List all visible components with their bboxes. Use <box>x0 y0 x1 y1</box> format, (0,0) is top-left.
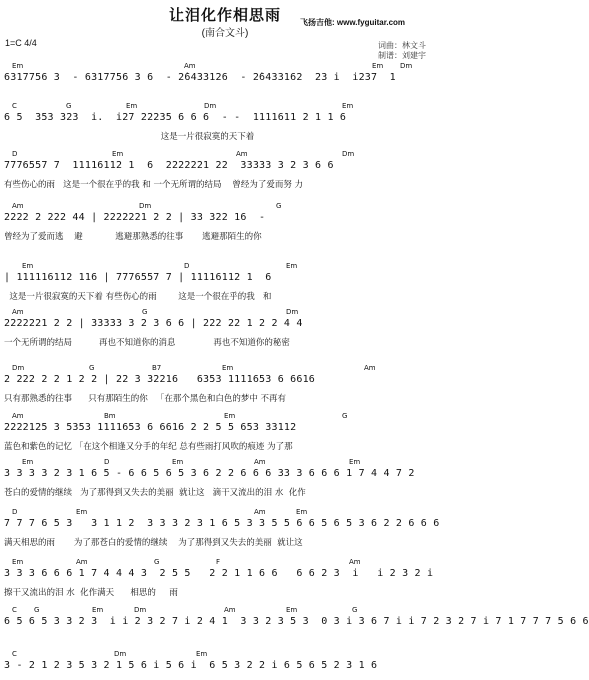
chord-symbol: Em <box>196 650 208 658</box>
chord-symbol: Dm <box>12 364 25 372</box>
chord-symbol: Am <box>184 62 196 70</box>
chord-row <box>4 202 446 212</box>
chord-row <box>4 308 446 318</box>
song-title: 让泪化作相思雨 <box>168 6 281 24</box>
chord-symbol: G <box>342 412 348 420</box>
chord-symbol: Am <box>224 606 236 614</box>
note-row: 7 7 7 6 5 3 3 1 1 2 3 3 3 2 3 1 6 5 3 3 5 5 6 6 5 6 5 3 6 2 2 6 6 6 <box>4 518 440 529</box>
chord-symbol: Em <box>112 150 124 158</box>
chord-row <box>4 558 446 568</box>
lyric-row: 这是一片很寂寞的天下着 有些伤心的雨 这是一个很在乎的我 和 <box>4 292 272 302</box>
chord-symbol: Dm <box>400 62 413 70</box>
lyric-row: 曾经为了爱而逃 避 逃避那熟悉的往事 逃避那陌生的你 <box>4 232 262 242</box>
chord-symbol: Am <box>12 308 24 316</box>
note-row: 7776557 7 11116112 1 6 2222221 22 33333 3 2 3 6 6 <box>4 160 334 171</box>
chord-symbol: Em <box>12 62 24 70</box>
note-row: 2222125 3 5353 1111653 6 6616 2 2 5 5 653 33112 <box>4 422 297 433</box>
chord-symbol: G <box>352 606 358 614</box>
chord-row <box>4 458 446 468</box>
chord-row <box>4 606 446 616</box>
chord-symbol: Em <box>349 458 361 466</box>
chord-symbol: Dm <box>139 202 152 210</box>
chord-symbol: C <box>12 606 17 614</box>
chord-symbol: Dm <box>114 650 127 658</box>
chord-symbol: D <box>12 508 18 516</box>
chord-symbol: C <box>12 650 17 658</box>
chord-symbol: Am <box>236 150 248 158</box>
chord-row <box>4 150 446 160</box>
chord-symbol: B7 <box>152 364 162 372</box>
chord-symbol: Em <box>76 508 88 516</box>
lyricist-credit: 词曲：林文斗 <box>378 41 426 50</box>
chord-row <box>4 262 446 272</box>
chord-symbol: D <box>104 458 110 466</box>
lyric-row: 一个无所谓的结局 再也不知道你的消息 再也不知道你的秘密 <box>4 338 290 348</box>
chord-row <box>4 508 446 518</box>
site-credit: 飞扬吉他: www.fyguitar.com <box>300 18 406 27</box>
note-row: 2 222 2 2 1 2 2 | 22 3 32216 6353 1111653 6 6616 <box>4 374 316 385</box>
chord-symbol: Em <box>372 62 384 70</box>
chord-symbol: Am <box>12 202 24 210</box>
chord-symbol: Am <box>76 558 88 566</box>
chord-symbol: Em <box>286 606 298 614</box>
chord-symbol: Em <box>92 606 104 614</box>
chord-symbol: Dm <box>134 606 147 614</box>
chord-symbol: G <box>276 202 282 210</box>
chord-symbol: C <box>12 102 17 110</box>
chord-symbol: G <box>89 364 95 372</box>
chord-symbol: Em <box>224 412 236 420</box>
chord-symbol: Em <box>222 364 234 372</box>
chord-symbol: Am <box>254 508 266 516</box>
chord-symbol: D <box>12 150 18 158</box>
chord-symbol: Em <box>126 102 138 110</box>
note-row: 3 - 2 1 2 3 5 3 2 1 5 6 i 5 6 i 6 5 3 2 2 i 6 5 6 5 2 3 1 6 <box>4 660 378 671</box>
key-signature: 1=C 4/4 <box>5 38 37 48</box>
chord-symbol: Em <box>12 558 24 566</box>
song-subtitle: (南合文斗) <box>201 28 249 39</box>
chord-symbol: Bm <box>104 412 116 420</box>
chord-symbol: Em <box>342 102 354 110</box>
lyric-row: 满天相思的雨 为了那苍白的爱情的继续 为了那得到又失去的美丽 就让这 <box>4 538 303 548</box>
lyric-row: 有些伤心的雨 这是一个很在乎的我 和 一个无所谓的结局 曾经为了爱而努 力 <box>4 180 304 190</box>
note-row: 6 5 6 5 3 3 2 3 i i 2 3 2 7 i 2 4 1 3 3 2 3 5 3 0 3 i 3 6 7 i i 7 2 3 2 7 i 7 1 7 7 7 5 6 6 <box>4 616 589 627</box>
lyric-row: 擦干又流出的泪 水 化作满天 相思的 雨 <box>4 588 178 598</box>
chord-symbol: Em <box>172 458 184 466</box>
lyric-row: 这是一片很寂寞的天下着 <box>4 132 255 142</box>
chord-row <box>4 364 446 374</box>
chord-symbol: Em <box>296 508 308 516</box>
lyric-row: 蓝色和紫色的记忆 「在这个相逢又分手的年纪 总有些雨打风吹的痕迹 为了那 <box>4 442 293 452</box>
note-row: 3 3 3 3 2 3 1 6 5 - 6 6 5 6 5 3 6 2 2 6 6 6 33 3 6 6 6 1 7 4 4 7 2 <box>4 468 415 479</box>
chord-row <box>4 102 446 112</box>
arranger-credit: 制谱：刘建宇 <box>378 51 426 60</box>
chord-symbol: F <box>216 558 221 566</box>
chord-row <box>4 650 446 660</box>
note-row: 6 5 353 323 i. i27 22235 6 6 6 - - 1111611 2 1 1 6 <box>4 112 347 123</box>
lyric-row: 苍白的爱情的继续 为了那得到又失去的美丽 就让这 滴干又流出的泪 水 化作 <box>4 488 306 498</box>
note-row: 6317756 3 - 6317756 3 6 - 2̇6433126 - 2̇6433162 23 i i237 1 <box>4 72 396 83</box>
chord-symbol: Am <box>364 364 376 372</box>
note-row: 2222221 2 2 | 33333 3 2 3 6 6 | 222 22 1 2 2 4 4 <box>4 318 303 329</box>
lyric-row: 只有那熟悉的往事 只有那陌生的你 「在那个黑色和白色的梦中 不再有 <box>4 394 287 404</box>
chord-symbol: D <box>184 262 190 270</box>
chord-symbol: Dm <box>286 308 299 316</box>
chord-symbol: Em <box>286 262 298 270</box>
chord-symbol: G <box>154 558 160 566</box>
note-row: 3 3 3 6 6 6 1 7 4 4 4 3 2 5 5 2 2 1 1 6 6 6 6 2 3 i i 2 3 2 i <box>4 568 434 579</box>
note-row: | 111116112 116 | 7776557 7 | 11116112 1 6 <box>4 272 272 283</box>
chord-row <box>4 412 446 422</box>
chord-symbol: Em <box>22 262 34 270</box>
chord-symbol: G <box>66 102 72 110</box>
chord-symbol: Am <box>349 558 361 566</box>
chord-symbol: Em <box>22 458 34 466</box>
chord-row <box>4 62 446 72</box>
chord-symbol: Dm <box>342 150 355 158</box>
chord-symbol: Am <box>12 412 24 420</box>
chord-symbol: Am <box>254 458 266 466</box>
note-row: 2222 2 222 44 | 2222221 2 2 | 33 322 16 - <box>4 212 266 223</box>
chord-symbol: Dm <box>204 102 217 110</box>
chord-symbol: G <box>34 606 40 614</box>
chord-symbol: G <box>142 308 148 316</box>
